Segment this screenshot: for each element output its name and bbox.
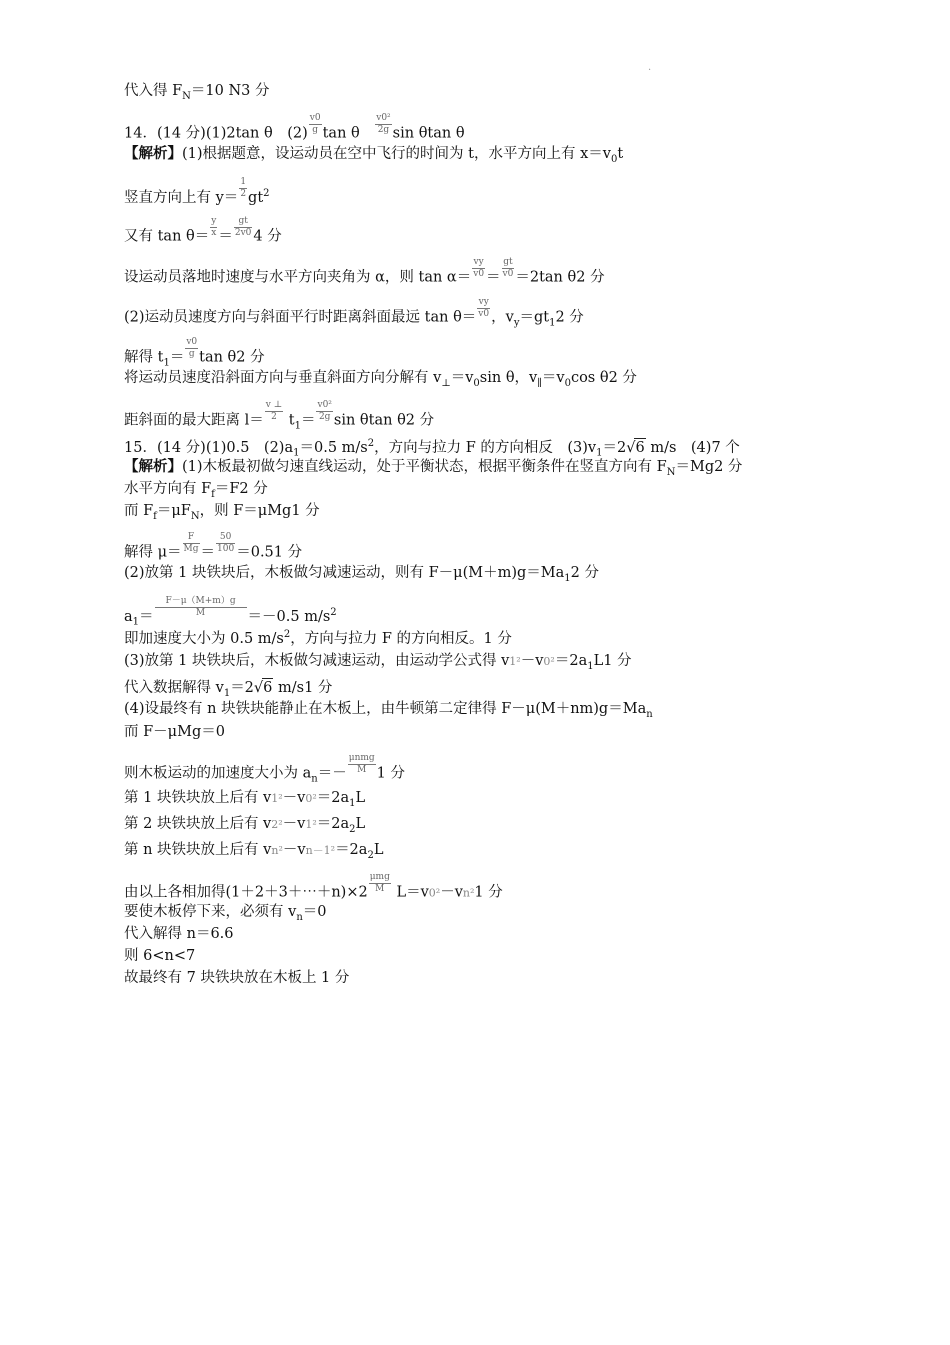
fraction [216, 532, 235, 555]
sub: 1 [587, 660, 594, 672]
text: 水平方向有 F [124, 481, 212, 497]
text: tan θ [322, 125, 375, 142]
q15-answer: 15．(14 分)(1)0.5 $(2)a_1=0.5$ $m/s^2$，方向与拉力 F 的方向相反 $(3)v_1=2√6$ m/s (4)7 个 [124, 438, 740, 459]
denominator: 2g [318, 412, 331, 422]
text: L [355, 816, 366, 832]
text: －v [282, 790, 306, 806]
fraction [369, 872, 391, 895]
q15-analysis-1 [124, 458, 742, 482]
text: 则 6<n<7 [124, 948, 196, 964]
fraction [348, 753, 376, 776]
text: 又有 tan θ＝ [124, 228, 210, 245]
fraction [477, 297, 490, 320]
text: ＝gt [519, 309, 550, 326]
denominator: 2v0 [234, 228, 252, 238]
text: (2)放第 1 块铁块后，木板做匀减速运动，则有 F－μ(M＋m)g＝Ma [124, 565, 565, 581]
fraction [210, 216, 217, 239]
text: ＝2a [316, 816, 350, 832]
q15-analysis-7 [124, 626, 512, 648]
text: 即加速度大小为 0.5 m/s [124, 630, 284, 647]
text: L [355, 790, 366, 806]
denominator: Mg [183, 544, 199, 554]
sub: N [666, 466, 676, 478]
numerator: 50 [216, 532, 235, 544]
sub: 2 [349, 823, 356, 835]
numerator: v0 [309, 113, 321, 123]
text: 由以上各相加得(1＋2＋3＋⋯＋n)×2 [124, 884, 368, 901]
text: 要使木板停下来，必须有 v [124, 904, 297, 920]
sub: 1 [294, 420, 301, 432]
text: ＝0 [302, 904, 327, 920]
q14-analysis-1 [124, 145, 623, 169]
text: ＝ [200, 544, 216, 561]
sup: 2 [263, 188, 270, 199]
text: 则木板运动的加速度大小为 a [124, 765, 312, 782]
fraction [375, 113, 391, 136]
fraction [185, 337, 198, 360]
text: ，则 F＝μMg1 分 [199, 503, 320, 519]
q15-analysis-16 [124, 872, 503, 904]
numerator: gt [503, 257, 513, 267]
q14-analysis-2 [124, 177, 270, 209]
text: －v [282, 842, 306, 858]
text: －v [440, 884, 463, 901]
denominator: M [375, 884, 385, 894]
sub: N [182, 90, 191, 102]
numerator: F [183, 532, 200, 544]
sqrt-radicand: 6 [635, 439, 645, 456]
script: 2² [271, 818, 283, 831]
text: tan θ2 分 [199, 349, 265, 366]
text: sin θ，v [479, 370, 538, 386]
fraction [316, 400, 332, 423]
q15-analysis-17 [124, 903, 327, 927]
sub: 1 [132, 616, 140, 628]
numerator: vy [478, 297, 489, 307]
denominator: g [312, 125, 319, 135]
script: n² [462, 886, 475, 900]
sub: f [153, 510, 157, 522]
text: 设运动员落地时速度与水平方向夹角为 α，则 tan α＝ [124, 269, 472, 286]
script: 1² [509, 655, 521, 668]
fraction [183, 532, 200, 555]
q15-analysis-9: 代入数据解得 $v_1=2√6$ m/s1 分 [124, 680, 333, 699]
fraction [265, 400, 283, 423]
script: 0² [305, 792, 317, 805]
numerator: y [211, 216, 217, 226]
line-fn [124, 82, 270, 106]
sub: 0 [473, 377, 480, 389]
denominator: v0 [473, 269, 485, 279]
text: ，v [491, 309, 514, 326]
text: ＝2a [316, 790, 350, 806]
numerator: F－μ（M+m）g [155, 596, 247, 608]
numerator: v ⊥ [265, 400, 283, 410]
sub: 1 [223, 687, 231, 699]
text: －v [520, 653, 544, 669]
text: (1)木板最初做匀速直线运动，处于平衡状态，根据平衡条件在竖直方向有 F [182, 459, 667, 475]
numerator: μnmg [348, 753, 375, 763]
text: 1 分 [376, 765, 406, 782]
text: 而 F－μMg＝0 [124, 724, 225, 740]
sub: 0 [610, 153, 618, 165]
sub: 1 [564, 572, 571, 584]
text: L1 分 [593, 653, 632, 669]
sub: 1 [293, 447, 300, 459]
script: n² [271, 844, 283, 857]
text: ＝ [139, 608, 154, 625]
denominator: v0 [502, 269, 514, 279]
sub: ∥ [537, 377, 542, 389]
sub: n [311, 773, 318, 785]
fraction [155, 596, 247, 619]
text: 2 分 [555, 309, 584, 326]
sup: 2 [367, 438, 375, 449]
script: 0² [543, 655, 555, 668]
text: ＝－ [317, 765, 347, 782]
q14-analysis-8 [124, 400, 435, 435]
numerator: μmg [369, 872, 390, 882]
fraction [472, 257, 485, 280]
script: 1² [305, 818, 317, 831]
text: ＝F2 分 [214, 481, 268, 497]
sub: 2 [367, 849, 374, 861]
sup: 2 [283, 629, 291, 640]
numerator: v0 [186, 337, 198, 347]
text: ＝Mg2 分 [675, 459, 743, 475]
script: 1² [271, 792, 283, 805]
text: t [617, 146, 624, 162]
text: (3)放第 1 块铁块后，木板做匀减速运动，由运动学公式得 v [124, 653, 510, 669]
numerator: gt [234, 216, 253, 228]
text: －v [282, 816, 306, 832]
analysis-label: 【解析】 [124, 458, 182, 475]
sub: 1 [549, 317, 556, 329]
text: 竖直方向上有 y＝ [124, 189, 239, 206]
text: ＝2tan θ2 分 [515, 269, 605, 286]
text: 第 1 块铁块放上后有 v [124, 790, 272, 806]
text: 第 n 块铁块放上后有 v [124, 842, 272, 858]
sup: 2 [330, 607, 337, 618]
text: (4)设最终有 n 块铁块能静止在木板上，由牛顿第二定律得 F－μ(M＋nm)g＝Ma [124, 701, 647, 717]
text: L＝v [391, 884, 429, 901]
q15-analysis-5 [124, 564, 599, 588]
text: ＝μF [156, 503, 191, 519]
text: m/s (4)7 个 [645, 439, 740, 456]
analysis-label: 【解析】 [124, 145, 182, 162]
numerator: v0² [376, 113, 391, 123]
denominator: g [188, 349, 195, 359]
q15-analysis-10 [124, 700, 653, 724]
text: sin θtan θ2 分 [333, 412, 435, 429]
text: ，方向与拉力 F 的方向相反。1 分 [290, 630, 512, 647]
q15-analysis-18 [124, 925, 234, 943]
q14-analysis-5 [124, 297, 584, 332]
text: ＝2a [335, 842, 368, 858]
sub: 0 [564, 377, 571, 389]
text: 解得 μ＝ [124, 544, 182, 561]
sub: n [646, 708, 653, 720]
text: ＝2 [230, 680, 254, 696]
text: 代入数据解得 v [124, 680, 224, 696]
q15-analysis-11 [124, 723, 225, 741]
text: 故最终有 7 块铁块放在木板上 1 分 [124, 970, 350, 986]
denominator: M [195, 608, 206, 619]
sqrt-radicand: 6 [263, 680, 273, 696]
text: gt [248, 189, 264, 206]
text: (1)根据题意，设运动员在空中飞行的时间为 t，水平方向上有 x＝v [182, 146, 611, 162]
text: ＝v [541, 370, 565, 386]
text: ＝10 N3 分 [190, 83, 270, 99]
denominator: M [357, 765, 367, 775]
text: m/s1 分 [273, 680, 333, 696]
q15-analysis-20 [124, 969, 349, 987]
text: 14．(14 分)(1)2tan θ (2) [124, 125, 308, 142]
sub: ⊥ [441, 377, 451, 389]
q15-analysis-3 [124, 502, 320, 526]
fraction [234, 216, 253, 239]
text: ＝0.51 分 [236, 544, 303, 561]
q14-analysis-7 [124, 369, 637, 393]
text: 将运动员速度沿斜面方向与垂直斜面方向分解有 v [124, 370, 442, 386]
text: ＝－0.5 m/s [247, 608, 331, 625]
q15-analysis-13 [124, 789, 365, 813]
text: 代入解得 n＝6.6 [124, 926, 234, 942]
text: ＝2 [602, 439, 627, 456]
numerator: vy [473, 257, 484, 267]
text: 15．(14 分)(1)0.5 (2)a [124, 439, 294, 456]
text: L [373, 842, 384, 858]
fraction [239, 177, 247, 200]
text: 解得 t [124, 349, 164, 366]
denominator: v0 [478, 309, 490, 319]
q15-analysis-12 [124, 753, 406, 788]
text: ＝0.5 m/s [299, 439, 368, 456]
fraction [502, 257, 515, 280]
denominator: x [211, 228, 217, 238]
text: cos θ2 分 [570, 370, 637, 386]
q14-analysis-4 [124, 257, 605, 289]
text: ，方向与拉力 F 的方向相反 (3)v [374, 439, 597, 456]
q14-analysis-3 [124, 216, 282, 248]
script: 0² [428, 886, 441, 900]
page-mark: . [648, 62, 652, 73]
sub: 1 [349, 797, 356, 809]
text: 1 分 [474, 884, 503, 901]
text: ＝v [450, 370, 474, 386]
denominator: 100 [217, 544, 235, 554]
text: t [284, 412, 295, 429]
text: sin θtan θ [392, 125, 465, 142]
text: ＝ [300, 412, 316, 429]
fraction [309, 113, 322, 136]
q15-analysis-4 [124, 532, 303, 564]
text: 2 分 [570, 565, 599, 581]
sub: 1 [596, 447, 603, 459]
q15-analysis-8 [124, 652, 632, 676]
text: 代入得 F [124, 83, 183, 99]
q14-answer [124, 113, 465, 145]
text: 距斜面的最大距离 l＝ [124, 412, 264, 429]
text: 4 分 [253, 228, 282, 245]
q15-analysis-14 [124, 815, 365, 839]
text: 而 F [124, 503, 154, 519]
denominator: 2g [377, 125, 390, 135]
text: ＝ [486, 269, 501, 286]
text: 第 2 块铁块放上后有 v [124, 816, 272, 832]
q15-analysis-15 [124, 841, 383, 865]
denominator: 2 [240, 189, 247, 200]
numerator: 1 [240, 177, 247, 188]
text: ＝2a [554, 653, 588, 669]
sub: N [190, 510, 200, 522]
sub: f [211, 488, 215, 500]
q15-analysis-2 [124, 480, 268, 504]
denominator: 2 [271, 412, 277, 422]
sub: n [296, 911, 303, 923]
text: ＝ [169, 349, 185, 366]
q15-analysis-19 [124, 947, 195, 965]
text: a [124, 608, 133, 625]
script: n－1² [305, 844, 336, 857]
text: (2)运动员速度方向与斜面平行时距离斜面最远 tan θ＝ [124, 309, 477, 326]
sub: y [513, 317, 520, 329]
numerator: v0² [317, 400, 332, 410]
text: ＝ [218, 228, 233, 245]
sub: 1 [163, 357, 170, 369]
